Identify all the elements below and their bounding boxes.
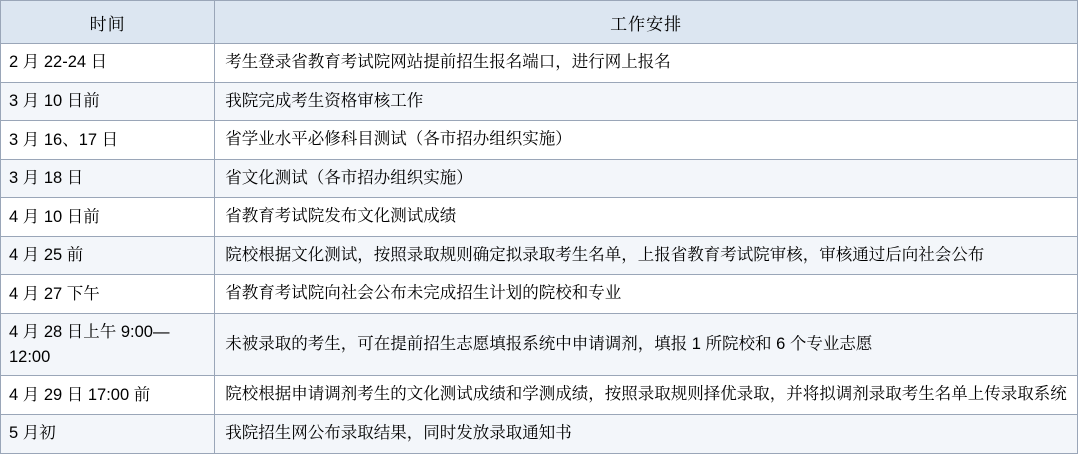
cell-time: 2 月 22-24 日	[1, 44, 215, 83]
table-row	[1, 275, 1078, 314]
cell-task: 省学业水平必修科目测试（各市招办组织实施）	[215, 121, 1078, 160]
cell-task: 考生登录省教育考试院网站提前招生报名端口，进行网上报名	[215, 44, 1078, 83]
cell-task: 我院完成考生资格审核工作	[215, 82, 1078, 121]
cell-time: 5 月初	[1, 415, 215, 454]
cell-task: 我院招生网公布录取结果，同时发放录取通知书	[215, 415, 1078, 454]
cell-time: 3 月 10 日前	[1, 82, 215, 121]
cell-task: 未被录取的考生，可在提前招生志愿填报系统中申请调剂，填报 1 所院校和 6 个专业志愿	[215, 313, 1078, 376]
cell-task: 院校根据文化测试，按照录取规则确定拟录取考生名单，上报省教育考试院审核，审核通过后向社会公布	[215, 236, 1078, 275]
column-header-task: 工作安排	[215, 1, 1078, 44]
table-row	[1, 198, 1078, 237]
table-row	[1, 376, 1078, 415]
cell-task: 省教育考试院向社会公布未完成招生计划的院校和专业	[215, 275, 1078, 314]
cell-time: 4 月 25 前	[1, 236, 215, 275]
table-row	[1, 121, 1078, 160]
table-row	[1, 236, 1078, 275]
cell-task: 省文化测试（各市招办组织实施）	[215, 159, 1078, 198]
cell-time: 3 月 18 日	[1, 159, 215, 198]
table-row	[1, 44, 1078, 83]
cell-time: 4 月 29 日 17:00 前	[1, 376, 215, 415]
cell-time: 4 月 28 日上午 9:00—12:00	[1, 313, 215, 376]
cell-time: 4 月 27 下午	[1, 275, 215, 314]
table-header	[1, 1, 1078, 44]
table-header-row	[1, 1, 1078, 44]
cell-task: 院校根据申请调剂考生的文化测试成绩和学测成绩，按照录取规则择优录取，并将拟调剂录取考生名单上传录取系统	[215, 376, 1078, 415]
cell-time: 4 月 10 日前	[1, 198, 215, 237]
table-body	[1, 44, 1078, 454]
table-row	[1, 159, 1078, 198]
cell-time: 3 月 16、17 日	[1, 121, 215, 160]
table-row	[1, 313, 1078, 376]
table-row	[1, 82, 1078, 121]
table-row	[1, 415, 1078, 454]
column-header-time: 时间	[1, 1, 215, 44]
cell-task: 省教育考试院发布文化测试成绩	[215, 198, 1078, 237]
